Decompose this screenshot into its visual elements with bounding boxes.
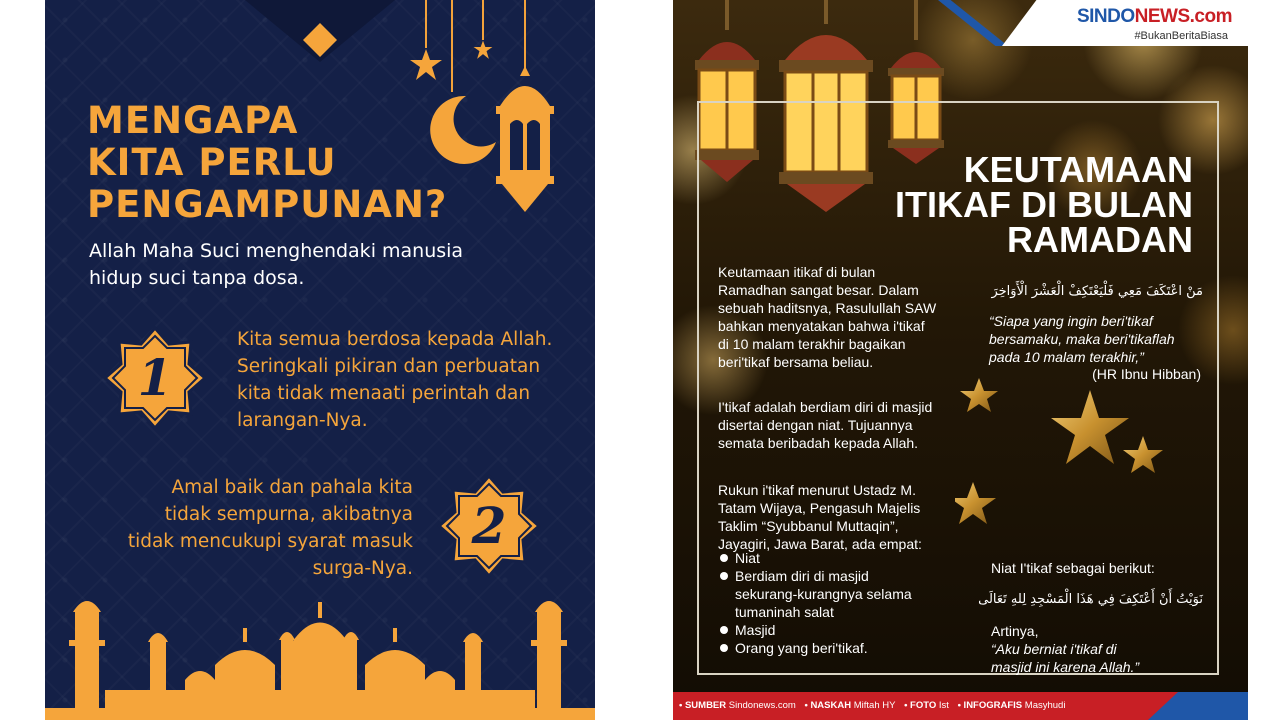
paragraph-definisi <box>718 398 978 452</box>
point-line: tidak mencukupi syarat masuk <box>127 531 413 552</box>
list-item <box>718 549 912 567</box>
intro-line: hidup suci tanpa dosa. <box>89 267 305 289</box>
credit-value: Ist <box>938 700 949 711</box>
niat-meaning-prefix: Artinya, <box>991 623 1039 639</box>
hadith-line: bersamaku, maka beri'tikaflah <box>989 331 1175 347</box>
para-line: di 10 malam terakhir bagaikan <box>718 336 906 352</box>
niat-meaning-line <box>991 622 1201 658</box>
list-item <box>718 621 912 639</box>
hadith-line: “Siapa yang ingin beri'tikaf <box>989 313 1153 329</box>
list-item-text: Orang yang beri'tikaf. <box>735 640 868 656</box>
point-2-number: 2 <box>471 496 507 555</box>
point-1-text <box>237 326 577 434</box>
left-title-line: MENGAPA <box>87 99 299 142</box>
credit-label: • SUMBER <box>679 700 727 711</box>
para-line: Keutamaan itikaf di bulan <box>718 264 876 280</box>
right-title-line: KEUTAMAAN <box>963 149 1193 190</box>
left-title-line: PENGAMPUNAN? <box>87 183 448 226</box>
left-intro <box>89 238 509 292</box>
para-line: Ramadhan sangat besar. Dalam <box>718 282 919 298</box>
niat-meaning-text: masjid ini karena Allah.” <box>991 659 1140 675</box>
left-title-line: KITA PERLU <box>87 141 337 184</box>
list-item-text: sekurang-kurangnya selama <box>735 586 912 602</box>
point-line: Seringkali pikiran dan perbuatan <box>237 356 541 377</box>
list-item-text: Niat <box>735 550 760 566</box>
star-icon <box>409 48 443 82</box>
point-line: surga-Nya. <box>312 558 413 579</box>
hadith-translation <box>989 312 1209 366</box>
credit-value: Masyhudi <box>1024 700 1066 711</box>
para-line: Rukun i'tikaf menurut Ustadz M. <box>718 482 916 498</box>
credit-label: • INFOGRAFIS <box>957 700 1023 711</box>
paragraph-rukun <box>718 481 978 553</box>
para-line: disertai dengan niat. Tujuannya <box>718 417 913 433</box>
list-item <box>718 639 912 657</box>
rukun-list <box>718 549 912 657</box>
right-title-line: ITIKAF DI BULAN <box>895 184 1193 225</box>
mosque-silhouette-icon <box>45 590 595 720</box>
crescent-stars-icon <box>955 372 1185 562</box>
point-1-number: 1 <box>137 348 173 407</box>
right-infographic <box>673 0 1248 720</box>
credit-label: • NASKAH <box>804 700 852 711</box>
credit-value: Sindonews.com <box>728 700 796 711</box>
intro-line: Allah Maha Suci menghendaki manusia <box>89 240 464 262</box>
hadith-source: (HR Ibnu Hibban) <box>1092 366 1201 382</box>
niat-meaning <box>991 622 1201 676</box>
credit-photo <box>904 692 949 720</box>
logo-left: SINDO <box>1076 6 1135 27</box>
point-line: kita tidak menaati perintah dan <box>237 383 531 404</box>
niat-meaning-text: “Aku berniat i'tikaf di <box>991 641 1117 657</box>
list-item-text: Berdiam diri di masjid <box>735 568 869 584</box>
point-2-badge <box>437 474 541 578</box>
para-line: Tatam Wijaya, Pengasuh Majelis <box>718 500 921 516</box>
credit-source <box>679 692 796 720</box>
left-title <box>87 100 447 226</box>
arabic-hadith: مَنْ اعْتَكَفَ مَعِي فَلْيَعْتَكِفْ الْعَشْرَ الْأَوَاخِرَ <box>991 284 1203 299</box>
paragraph-keutamaan <box>718 263 978 371</box>
sindonews-logo <box>1077 6 1232 28</box>
point-1-badge <box>103 326 207 430</box>
credit-infographic <box>958 692 1066 720</box>
para-line: Taklim “Syubbanul Muttaqin”, <box>718 518 899 534</box>
para-line: sebuah haditsnya, Rasulullah SAW <box>718 300 937 316</box>
left-infographic <box>45 0 595 720</box>
point-line: Amal baik dan pahala kita <box>171 477 413 498</box>
para-line: Jayagiri, Jawa Barat, ada empat: <box>718 536 922 552</box>
logo-right: NEWS.com <box>1134 6 1232 27</box>
para-line: bahkan menyatakan bahwa i'tikaf <box>718 318 925 334</box>
point-line: Kita semua berdosa kepada Allah. <box>237 329 553 350</box>
list-item <box>718 567 912 621</box>
right-title-line: RAMADAN <box>1007 219 1193 260</box>
credit-label: • FOTO <box>904 700 937 711</box>
point-line: larangan-Nya. <box>237 410 368 431</box>
point-2-text <box>85 474 413 582</box>
list-item-text: Masjid <box>735 622 776 638</box>
star-icon <box>473 40 493 60</box>
lantern-icon <box>490 66 560 216</box>
hadith-line: pada 10 malam terakhir,” <box>989 349 1144 365</box>
point-line: tidak sempurna, akibatnya <box>164 504 413 525</box>
brand-tagline: #BukanBeritaBiasa <box>1134 30 1228 42</box>
para-line: semata beribadah kepada Allah. <box>718 435 919 451</box>
para-line: I'tikaf adalah berdiam diri di masjid <box>718 399 933 415</box>
list-item-text: tumaninah salat <box>735 604 834 620</box>
credit-value: Miftah HY <box>853 700 896 711</box>
arabic-niat: نَوَيْتُ أَنْ أَعْتَكِفَ فِي هَذَا الْمَسْجِدِ لِلهِ تَعَالَى <box>978 592 1203 607</box>
diamond-icon <box>302 22 338 58</box>
credit-writer <box>804 692 895 720</box>
right-title <box>813 149 1193 260</box>
niat-title: Niat I'tikaf sebagai berikut: <box>991 560 1155 576</box>
para-line: beri'tikaf bersama beliau. <box>718 354 874 370</box>
